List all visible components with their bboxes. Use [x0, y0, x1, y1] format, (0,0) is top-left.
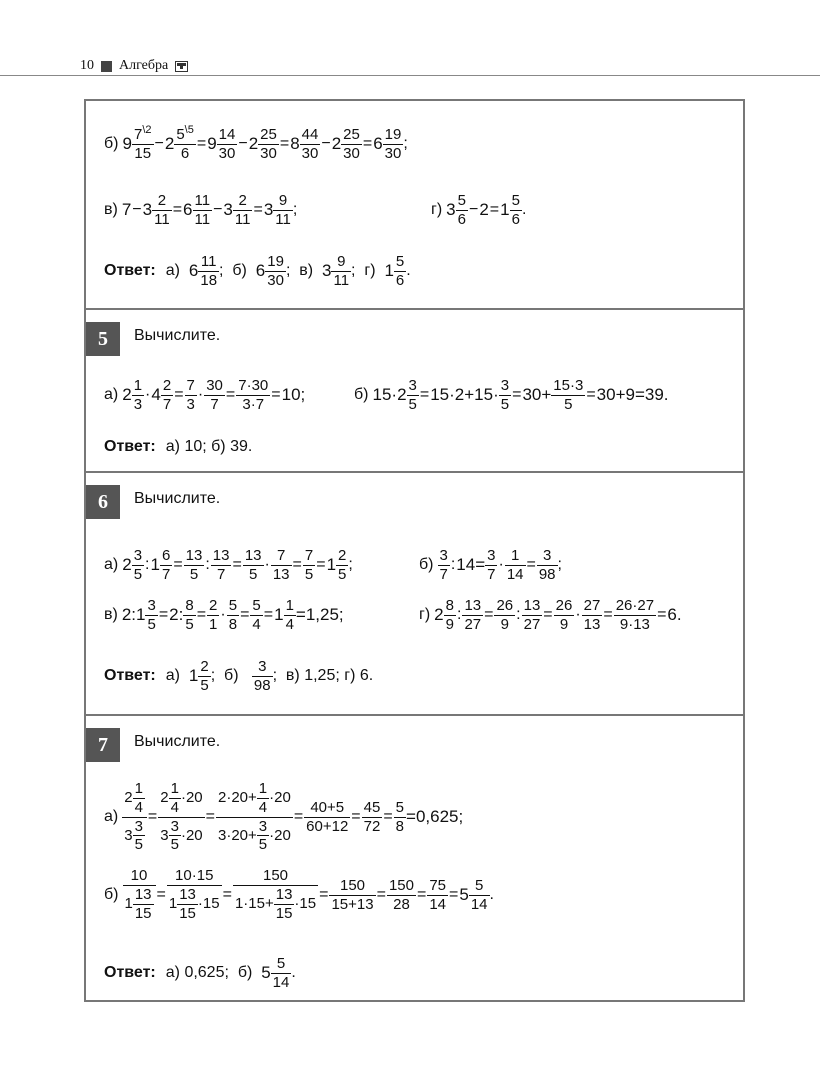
row-b: б) $\frac{3}{7}$ : 14= $\frac{3}{7}$ · $\frac{1}{14}$ = $\frac{3}{98}$ ; — [419, 546, 562, 583]
label-g: г) — [419, 606, 431, 623]
abacus-icon — [175, 61, 188, 72]
row-g: г) 3 $\frac{5}{6}$ − 2 = 1 $\frac{5}{6}$ . — [431, 191, 527, 228]
row-b: б) 15·2 $\frac{3}{5}$ = 15·2+15· $\frac{3}{5}$ = 30+ $\frac{15\cdot 3}{5}$ = 30+9=39. — [354, 376, 669, 413]
answer-label: Ответ: — [104, 964, 156, 981]
a-result: =0,625; — [406, 807, 464, 826]
v-tail: :1 — [131, 605, 146, 624]
task-title: Вычислите. — [134, 490, 221, 507]
ans-a: а) — [165, 667, 180, 684]
task-number-badge: 7 — [86, 728, 120, 762]
label-g: г) — [431, 201, 443, 218]
page-number: 10 — [80, 58, 94, 73]
section-title: Алгебра — [119, 58, 169, 73]
header-rule — [0, 75, 820, 76]
row-b: б) 9 $\frac{7^{\backslash 2}}{15}$ − 2 $\frac{5^{\backslash 5}}{6}$ = 9 $\frac{14}{30}$ − 2 $\frac{25}{30}$ = 8 $\frac{44}{30}$ − 2 $\frac{25}{30}$ = 6 $\frac{19}{30}$ ; — [104, 123, 408, 162]
row-v: в) 2 :1 $\frac{3}{5}$ = 2: $\frac{8}{5}$ = $\frac{2}{1}$ · $\frac{5}{8}$ = $\frac{5}{4}$ = 1 $\frac{1}{4}$ =1,25; — [104, 596, 344, 633]
ans-a: а) — [165, 262, 180, 279]
square-icon — [101, 61, 112, 72]
ans-b: б) — [224, 667, 239, 684]
answer-row: Ответ: а) 1 $\frac{2}{5}$ ; б) $\frac{3}{98}$ ; в) 1,25; г) 6. — [104, 657, 374, 694]
task-title: Вычислите. — [134, 327, 221, 344]
row-g: г) 2 $\frac{8}{9}$ : $\frac{13}{27}$ = $\frac{26}{9}$ : $\frac{13}{27}$ = $\frac{26}{9}$ · $\frac{27}{13}$ = $\frac{26\cdot 27}{9\cdot 13}$ = 6. — [419, 596, 682, 633]
ans-b: б) — [237, 964, 253, 981]
task-5 — [84, 308, 745, 473]
row-b: б) 10 1 $\frac{13}{15}$ = 10·15 1 $\frac{13}{15}$ ·15 = 150 1·15+ $\frac{13}{15}$ ·15 = $\frac{150}{15+13}$ = $\frac{150}{28}$ = $\frac{75}{14}$ = 5 $\frac{5}{14}$ . — [104, 867, 494, 922]
answer-row: Ответ: а) 6 $\frac{11}{18}$ ; б) 6 $\frac{19}{30}$ ; в) 3 $\frac{9}{11}$ ; г) 1 $\frac{5}{6}$ . — [104, 252, 411, 289]
task-title: Вычислите. — [134, 733, 221, 750]
label-a: а) — [104, 808, 119, 825]
label-b: б) — [354, 386, 369, 403]
answer-row: Ответ: а) 0,625; б) 5 $\frac{5}{14}$ . — [104, 954, 296, 991]
task-number-badge: 6 — [86, 485, 120, 519]
answer-label: Ответ: — [104, 667, 156, 684]
task-number-badge: 5 — [86, 322, 120, 356]
v-result: =1,25; — [295, 605, 344, 624]
label-v: в) — [104, 606, 118, 623]
label-b: б) — [104, 135, 119, 152]
answer-label: Ответ: — [104, 438, 156, 455]
row-v: в) 7 − 3 $\frac{2}{11}$ = 6 $\frac{11}{11}$ − 3 $\frac{2}{11}$ = 3 $\frac{9}{11}$ ; — [104, 191, 298, 228]
row-a: а) 2 $\frac{3}{5}$ : 1 $\frac{6}{7}$ = $\frac{13}{5}$ : $\frac{13}{7}$ = $\frac{13}{5}$ · $\frac{7}{13}$ = $\frac{7}{5}$ = 1 $\frac{2}{5}$ ; — [104, 546, 353, 583]
label-a: а) — [104, 386, 119, 403]
answer-text: а) 10; б) 39. — [165, 438, 253, 455]
answer-row — [104, 422, 252, 472]
label-v: в) — [104, 201, 118, 218]
task-7 — [84, 714, 745, 1002]
task-6 — [84, 471, 745, 716]
row-a: а) 2 $\frac{1}{3}$ · 4 $\frac{2}{7}$ = $\frac{7}{3}$ · $\frac{30}{7}$ = $\frac{7\cdot 30}{3\cdot 7}$ = 10; — [104, 376, 306, 413]
label-b: б) — [104, 886, 119, 903]
label-a: а) — [104, 556, 119, 573]
task-4-continuation — [84, 99, 745, 310]
label-b: б) — [419, 556, 434, 573]
page-header — [80, 55, 188, 77]
ans-v: в) — [299, 262, 314, 279]
ans-a: а) 0,625; — [165, 964, 229, 981]
ans-g: г) — [364, 262, 376, 279]
ans-b: б) — [232, 262, 247, 279]
row-a: а) 2 $\frac{1}{4}$ 3 $\frac{3}{5}$ = 2 $\frac{1}{4}$ ·20 3 $\frac{3}{5}$ ·20 = 2·20+ $\frac{1}{4}$ ·20 3·20+ $\frac{3}{5}$ ·20 = $\frac{40+5}{60+12}$ = $\frac{45}{72}$ = $\frac{5}{8}$ =0,625; — [104, 780, 464, 854]
ans-v-g: в) 1,25; г) 6. — [285, 667, 374, 684]
answer-label: Ответ: — [104, 262, 156, 279]
